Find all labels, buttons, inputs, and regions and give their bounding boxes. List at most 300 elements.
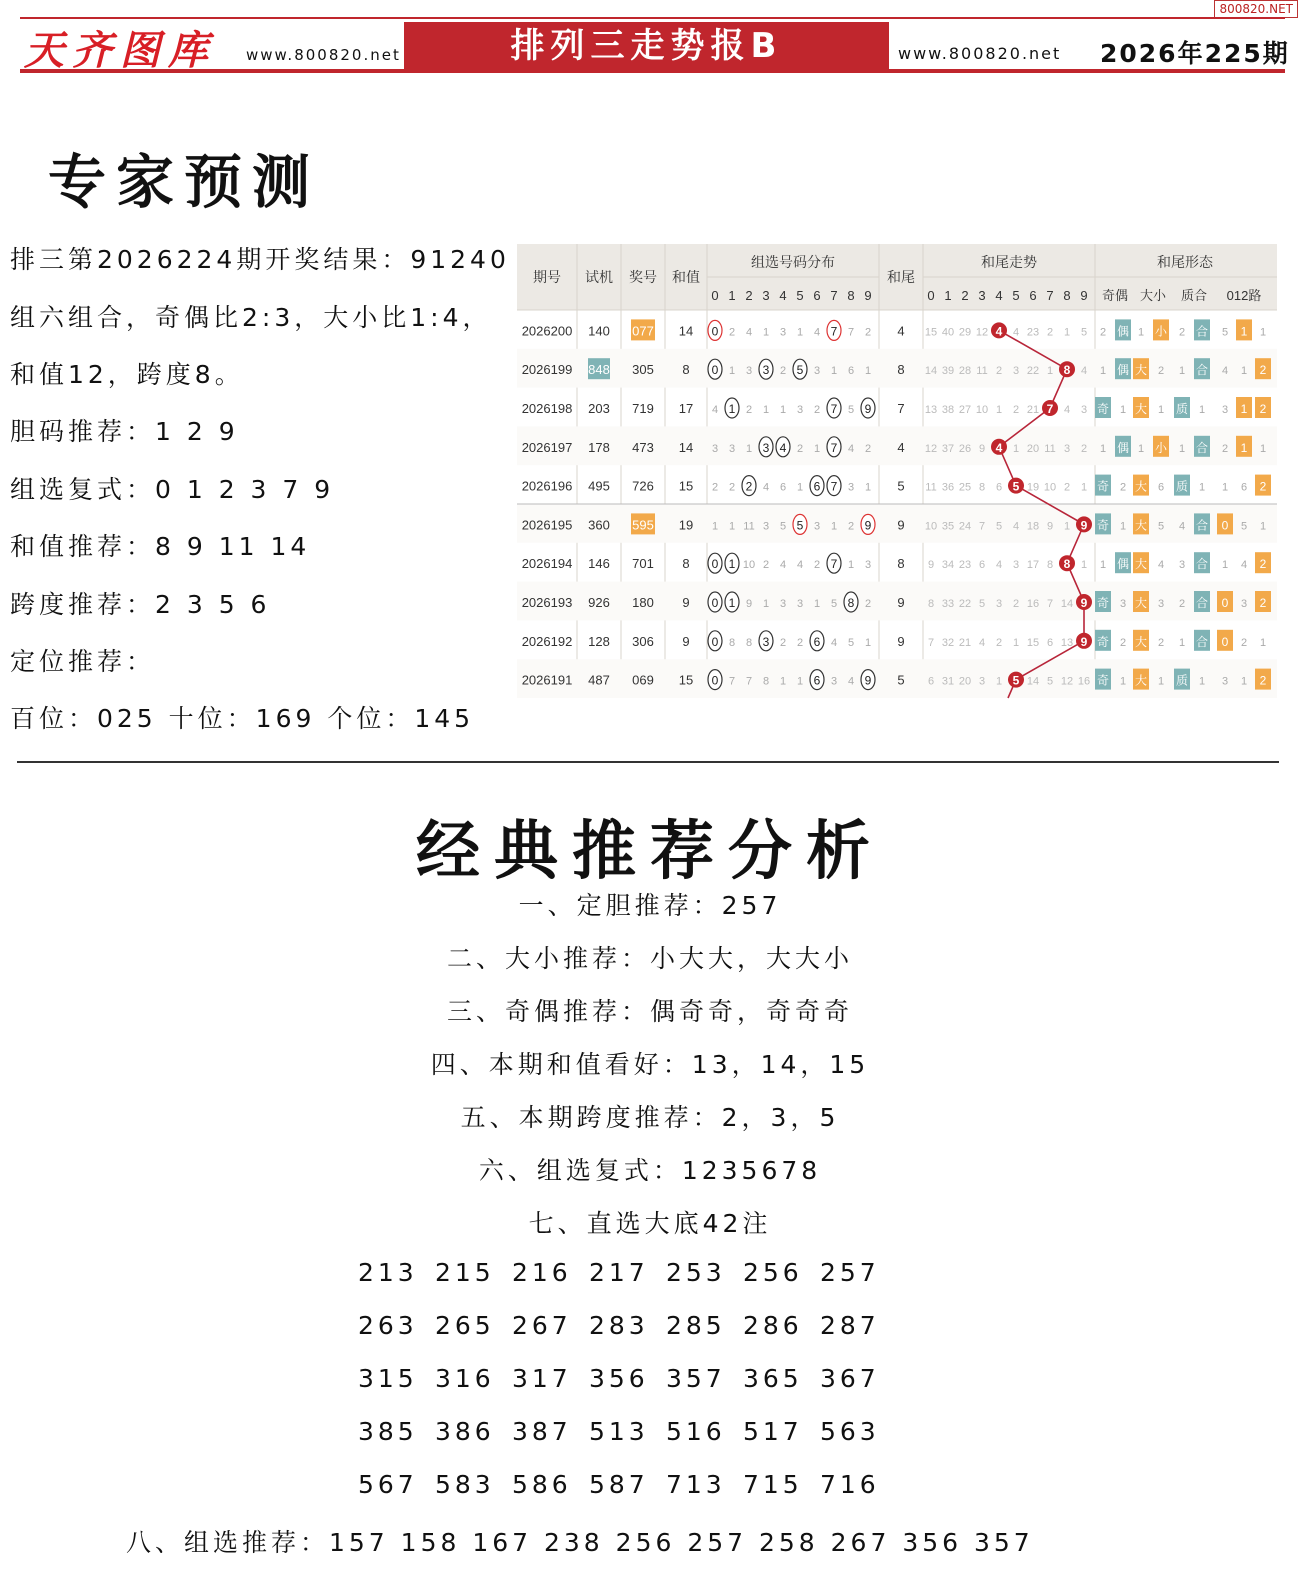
direct-number: 216 bbox=[512, 1258, 572, 1287]
trend-miss: 2 bbox=[995, 636, 1003, 649]
trend-miss: 3 bbox=[1012, 559, 1020, 572]
direct-number: 715 bbox=[743, 1470, 803, 1499]
analysis-line: 七、直选大底42注 bbox=[528, 1209, 772, 1238]
classic-section-title: 经典推荐分析 bbox=[416, 814, 884, 889]
trend-miss: 4 bbox=[1080, 365, 1088, 378]
direct-number: 356 bbox=[589, 1364, 649, 1393]
trend-miss: 5 bbox=[978, 598, 986, 610]
dist-miss: 7 bbox=[728, 675, 736, 688]
form-count: 1 bbox=[1099, 442, 1107, 455]
direct-number: 263 bbox=[358, 1311, 418, 1340]
trend-miss: 8 bbox=[1046, 559, 1054, 572]
r012-tag: 2 bbox=[1259, 596, 1267, 610]
form-count: 3 bbox=[1119, 598, 1127, 610]
cell-tail: 7 bbox=[897, 401, 905, 416]
form-tag: 奇 bbox=[1096, 634, 1110, 649]
direct-number: 385 bbox=[358, 1417, 418, 1446]
r012-tag: 2 bbox=[1259, 557, 1267, 572]
cell-period: 2026192 bbox=[521, 633, 573, 649]
form-count: 4 bbox=[1178, 520, 1186, 533]
r012-count: 1 bbox=[1240, 365, 1248, 378]
cell-tail: 4 bbox=[897, 323, 905, 339]
cell-prize: 719 bbox=[632, 401, 654, 416]
cell-sum: 9 bbox=[682, 633, 690, 649]
form-count: 1 bbox=[1198, 675, 1206, 688]
form-count: 5 bbox=[1157, 520, 1165, 533]
group-recommend-line: 八、组选推荐：157 158 167 238 256 257 258 267 356 357 bbox=[126, 1528, 1034, 1557]
dist-miss: 1 bbox=[830, 365, 838, 378]
dist-miss: 1 bbox=[796, 481, 804, 494]
dist-miss: 1 bbox=[796, 675, 804, 688]
cell-test: 203 bbox=[588, 401, 610, 416]
form-count: 1 bbox=[1137, 326, 1145, 339]
cell-tail: 9 bbox=[897, 517, 905, 533]
r012-tag: 2 bbox=[1259, 363, 1267, 378]
dist-hit: 0 bbox=[711, 557, 719, 572]
page-title-banner: 排列三走势报B bbox=[404, 22, 889, 70]
cell-period: 2026194 bbox=[521, 556, 573, 572]
digit-header: 9 bbox=[1080, 288, 1088, 303]
r012-count: 1 bbox=[1240, 675, 1248, 688]
form-count: 1 bbox=[1099, 559, 1107, 572]
cell-sum: 15 bbox=[678, 672, 694, 688]
analysis-line: 二、大小推荐：小大大，大大小 bbox=[446, 944, 853, 973]
cell-tail: 9 bbox=[897, 633, 905, 649]
cell-sum: 15 bbox=[678, 478, 694, 494]
trend-miss: 34 bbox=[941, 559, 955, 572]
site-url-right: www.800820.net bbox=[898, 44, 1062, 63]
dist-miss: 4 bbox=[847, 675, 855, 688]
analysis-line: 三、奇偶推荐：偶奇奇，奇奇奇 bbox=[446, 997, 853, 1026]
dist-miss: 5 bbox=[779, 520, 787, 533]
digit-header: 8 bbox=[1063, 288, 1071, 303]
r012-tag: 0 bbox=[1221, 634, 1229, 649]
trend-miss: 2 bbox=[1012, 598, 1020, 610]
cell-prize: 306 bbox=[632, 633, 654, 649]
form-tag: 偶 bbox=[1116, 363, 1130, 378]
dist-miss: 3 bbox=[813, 365, 821, 378]
cell-period: 2026199 bbox=[521, 362, 573, 378]
direct-number: 586 bbox=[512, 1470, 572, 1499]
trend-miss: 22 bbox=[958, 598, 972, 610]
cell-prize: 180 bbox=[632, 595, 654, 610]
trend-miss: 15 bbox=[924, 326, 938, 339]
form-count: 4 bbox=[1157, 559, 1165, 572]
trend-miss: 14 bbox=[924, 365, 938, 378]
digit-header: 7 bbox=[1046, 288, 1054, 303]
cell-test: 128 bbox=[588, 633, 610, 649]
header-prize: 奖号 bbox=[629, 269, 657, 285]
trend-miss: 26 bbox=[958, 442, 972, 455]
dist-miss: 2 bbox=[813, 559, 821, 572]
trend-miss: 1 bbox=[1012, 442, 1020, 455]
digit-header: 2 bbox=[745, 288, 753, 303]
dist-miss: 5 bbox=[847, 404, 855, 416]
dist-hit: 6 bbox=[813, 673, 821, 688]
dist-hit: 3 bbox=[762, 634, 770, 649]
form-tag: 奇 bbox=[1096, 518, 1110, 533]
dist-miss: 2 bbox=[779, 636, 787, 649]
form-tag: 质 bbox=[1175, 402, 1189, 416]
trend-miss: 11 bbox=[976, 365, 988, 378]
trend-chart bbox=[517, 244, 1277, 704]
r012-count: 5 bbox=[1240, 520, 1248, 533]
form-tag: 大 bbox=[1134, 402, 1148, 416]
dist-miss: 2 bbox=[796, 636, 804, 649]
form-tag: 合 bbox=[1195, 440, 1209, 455]
trend-miss: 6 bbox=[1046, 636, 1054, 649]
trend-miss: 1 bbox=[1080, 559, 1088, 572]
form-tag: 合 bbox=[1195, 363, 1209, 378]
trend-miss: 3 bbox=[1080, 404, 1088, 416]
dist-hit: 5 bbox=[796, 363, 804, 378]
digit-header: 7 bbox=[830, 288, 838, 303]
dist-miss: 2 bbox=[745, 404, 753, 416]
direct-number: 267 bbox=[512, 1311, 572, 1340]
trend-miss: 8 bbox=[927, 598, 935, 610]
dist-miss: 7 bbox=[745, 675, 753, 688]
dist-miss: 3 bbox=[796, 404, 804, 416]
dist-miss: 4 bbox=[813, 326, 821, 339]
dist-hit: 3 bbox=[762, 363, 770, 378]
form-count: 1 bbox=[1099, 365, 1107, 378]
header-sum: 和值 bbox=[672, 269, 700, 285]
r012-count: 1 bbox=[1221, 481, 1229, 494]
trend-miss: 5 bbox=[995, 520, 1003, 533]
r012-count: 3 bbox=[1221, 404, 1229, 416]
trend-miss: 40 bbox=[941, 326, 955, 339]
dist-miss: 7 bbox=[847, 326, 855, 339]
form-tag: 奇 bbox=[1096, 673, 1110, 688]
cell-sum: 8 bbox=[682, 362, 690, 378]
cell-period: 2026193 bbox=[521, 595, 573, 610]
dist-hit: 7 bbox=[830, 440, 838, 455]
cell-period: 2026197 bbox=[521, 439, 573, 455]
dist-miss: 5 bbox=[830, 598, 838, 610]
expert-section-title: 专家预测 bbox=[48, 148, 321, 216]
form-tag: 奇 bbox=[1096, 479, 1110, 494]
form-count: 1 bbox=[1119, 520, 1127, 533]
form-count: 1 bbox=[1198, 404, 1206, 416]
trend-miss: 1 bbox=[995, 404, 1003, 416]
direct-number: 387 bbox=[512, 1417, 572, 1446]
form-tag: 小 bbox=[1154, 440, 1168, 455]
dist-miss: 1 bbox=[779, 675, 787, 688]
direct-number: 257 bbox=[820, 1258, 880, 1287]
direct-number: 286 bbox=[743, 1311, 803, 1340]
form-tag: 偶 bbox=[1116, 440, 1130, 455]
dist-miss: 2 bbox=[711, 481, 719, 494]
digit-header: 1 bbox=[944, 288, 952, 303]
r012-count: 2 bbox=[1240, 636, 1248, 649]
cell-sum: 8 bbox=[682, 556, 690, 572]
digit-header: 9 bbox=[864, 288, 872, 303]
header-form-sub: 012路 bbox=[1226, 288, 1262, 303]
trend-miss: 20 bbox=[1026, 442, 1040, 455]
dist-hit: 4 bbox=[779, 440, 787, 455]
dist-miss: 1 bbox=[762, 404, 770, 416]
r012-count: 1 bbox=[1259, 636, 1267, 649]
form-count: 2 bbox=[1178, 598, 1186, 610]
trend-miss: 32 bbox=[941, 636, 955, 649]
trend-miss: 13 bbox=[1060, 636, 1074, 649]
form-tag: 奇 bbox=[1096, 402, 1110, 416]
trend-miss: 4 bbox=[995, 559, 1003, 572]
direct-number: 315 bbox=[358, 1364, 418, 1393]
dist-miss: 8 bbox=[745, 636, 753, 649]
form-count: 1 bbox=[1178, 442, 1186, 455]
dist-miss: 3 bbox=[728, 442, 736, 455]
form-tag: 大 bbox=[1134, 557, 1148, 572]
cell-sum: 17 bbox=[678, 401, 694, 416]
dist-miss: 2 bbox=[796, 442, 804, 455]
trend-miss: 3 bbox=[1063, 442, 1071, 455]
trend-miss: 4 bbox=[1012, 520, 1020, 533]
digit-header: 8 bbox=[847, 288, 855, 303]
cell-tail: 5 bbox=[897, 672, 905, 688]
header-period: 期号 bbox=[533, 269, 561, 285]
form-count: 2 bbox=[1119, 481, 1127, 494]
form-tag: 合 bbox=[1195, 557, 1209, 572]
form-count: 2 bbox=[1157, 636, 1165, 649]
header-form-sub: 奇偶 bbox=[1101, 288, 1129, 303]
dist-miss: 3 bbox=[779, 598, 787, 610]
trend-miss: 29 bbox=[958, 326, 972, 339]
form-tag: 合 bbox=[1195, 596, 1209, 610]
dist-miss: 1 bbox=[847, 559, 855, 572]
direct-number: 517 bbox=[743, 1417, 803, 1446]
dist-miss: 2 bbox=[813, 404, 821, 416]
trend-miss: 17 bbox=[1026, 559, 1040, 572]
form-count: 1 bbox=[1157, 404, 1165, 416]
form-tag: 质 bbox=[1175, 479, 1189, 494]
dist-miss: 3 bbox=[762, 520, 770, 533]
r012-count: 2 bbox=[1221, 442, 1229, 455]
direct-number: 256 bbox=[743, 1258, 803, 1287]
dist-miss: 3 bbox=[745, 365, 753, 378]
trend-miss: 1 bbox=[995, 675, 1003, 688]
trend-miss: 21 bbox=[958, 636, 972, 649]
dist-miss: 3 bbox=[847, 481, 855, 494]
cell-prize: 473 bbox=[632, 439, 654, 455]
tail-trend-label: 9 bbox=[1080, 634, 1088, 649]
r012-tag: 2 bbox=[1259, 402, 1267, 416]
dist-miss: 1 bbox=[796, 326, 804, 339]
dist-miss: 3 bbox=[830, 675, 838, 688]
cell-sum: 14 bbox=[678, 439, 694, 455]
direct-number: 217 bbox=[589, 1258, 649, 1287]
section-divider bbox=[17, 761, 1279, 763]
form-count: 3 bbox=[1157, 598, 1165, 610]
prediction-line: 组选复式：0 1 2 3 7 9 bbox=[10, 475, 335, 504]
cell-prize: 701 bbox=[632, 556, 654, 572]
dist-miss: 1 bbox=[745, 442, 753, 455]
dist-miss: 3 bbox=[813, 520, 821, 533]
dist-hit: 7 bbox=[830, 479, 838, 494]
dist-miss: 4 bbox=[711, 404, 719, 416]
header-form-sub: 大小 bbox=[1139, 288, 1167, 303]
trend-miss: 23 bbox=[958, 559, 972, 572]
trend-miss: 12 bbox=[924, 442, 938, 455]
cell-prize: 595 bbox=[632, 517, 654, 533]
cell-test: 146 bbox=[588, 556, 610, 572]
trend-miss: 12 bbox=[1060, 675, 1074, 688]
trend-miss: 19 bbox=[1026, 481, 1040, 494]
trend-miss: 2 bbox=[1012, 404, 1020, 416]
direct-number: 253 bbox=[666, 1258, 726, 1287]
form-tag: 大 bbox=[1134, 634, 1148, 649]
r012-tag: 2 bbox=[1259, 479, 1267, 494]
trend-miss: 35 bbox=[941, 520, 955, 533]
digit-header: 6 bbox=[813, 288, 821, 303]
dist-miss: 3 bbox=[864, 559, 872, 572]
digit-header: 0 bbox=[927, 288, 935, 303]
trend-miss: 1 bbox=[1080, 481, 1088, 494]
dist-miss: 5 bbox=[847, 636, 855, 649]
cell-sum: 14 bbox=[678, 323, 694, 339]
trend-miss: 3 bbox=[1012, 365, 1020, 378]
form-count: 1 bbox=[1198, 481, 1206, 494]
dist-hit: 0 bbox=[711, 324, 719, 339]
dist-miss: 10 bbox=[742, 559, 756, 572]
dist-miss: 2 bbox=[864, 326, 872, 339]
cell-prize: 077 bbox=[632, 323, 654, 339]
dist-hit: 7 bbox=[830, 324, 838, 339]
direct-number: 213 bbox=[358, 1258, 418, 1287]
dist-miss: 3 bbox=[779, 326, 787, 339]
dist-hit: 1 bbox=[728, 402, 736, 416]
header-tail-form: 和尾形态 bbox=[1157, 254, 1213, 270]
cell-tail: 5 bbox=[897, 478, 905, 494]
cell-tail: 4 bbox=[897, 439, 905, 455]
dist-miss: 1 bbox=[762, 326, 770, 339]
form-count: 2 bbox=[1099, 326, 1107, 339]
r012-count: 5 bbox=[1221, 326, 1229, 339]
trend-miss: 36 bbox=[941, 481, 955, 494]
dist-miss: 1 bbox=[728, 365, 736, 378]
trend-miss: 20 bbox=[958, 675, 972, 688]
trend-miss: 5 bbox=[1046, 675, 1054, 688]
cell-tail: 9 bbox=[897, 595, 905, 610]
dist-hit: 0 bbox=[711, 596, 719, 610]
tail-trend-label: 4 bbox=[995, 324, 1003, 339]
direct-number: 365 bbox=[743, 1364, 803, 1393]
trend-miss: 18 bbox=[1026, 520, 1040, 533]
trend-miss: 38 bbox=[941, 404, 955, 416]
dist-hit: 6 bbox=[813, 634, 821, 649]
header-tail-trend: 和尾走势 bbox=[981, 254, 1037, 270]
cell-period: 2026198 bbox=[521, 401, 573, 416]
dist-miss: 3 bbox=[796, 598, 804, 610]
dist-miss: 2 bbox=[864, 442, 872, 455]
trend-miss: 4 bbox=[978, 636, 986, 649]
direct-number: 713 bbox=[666, 1470, 726, 1499]
form-tag: 合 bbox=[1195, 634, 1209, 649]
cell-period: 2026196 bbox=[521, 478, 573, 494]
form-tag: 合 bbox=[1195, 518, 1209, 533]
analysis-line: 六、组选复式：1235678 bbox=[478, 1156, 822, 1185]
prediction-line: 和值12，跨度8。 bbox=[10, 360, 244, 389]
direct-number: 583 bbox=[435, 1470, 495, 1499]
digit-header: 6 bbox=[1029, 288, 1037, 303]
dist-hit: 8 bbox=[847, 596, 855, 610]
digit-header: 3 bbox=[978, 288, 986, 303]
trend-miss: 9 bbox=[927, 559, 935, 572]
trend-miss: 9 bbox=[1046, 520, 1054, 533]
trend-miss: 15 bbox=[1026, 636, 1040, 649]
trend-miss: 10 bbox=[924, 520, 938, 533]
form-count: 2 bbox=[1119, 636, 1127, 649]
trend-miss: 25 bbox=[958, 481, 972, 494]
r012-count: 1 bbox=[1259, 442, 1267, 455]
trend-miss: 37 bbox=[941, 442, 955, 455]
header-distribution: 组选号码分布 bbox=[751, 254, 835, 270]
dist-hit: 0 bbox=[711, 673, 719, 688]
trend-miss: 13 bbox=[924, 404, 938, 416]
dist-miss: 1 bbox=[864, 636, 872, 649]
r012-count: 3 bbox=[1240, 598, 1248, 610]
direct-number: 386 bbox=[435, 1417, 495, 1446]
dist-miss: 6 bbox=[779, 481, 787, 494]
trend-miss: 21 bbox=[1026, 404, 1040, 416]
direct-number: 285 bbox=[666, 1311, 726, 1340]
cell-prize: 069 bbox=[632, 672, 654, 688]
trend-miss: 9 bbox=[978, 442, 986, 455]
dist-miss: 11 bbox=[743, 520, 755, 533]
dist-miss: 2 bbox=[864, 598, 872, 610]
dist-hit: 1 bbox=[728, 557, 736, 572]
r012-count: 6 bbox=[1240, 481, 1248, 494]
trend-miss: 2 bbox=[995, 365, 1003, 378]
digit-header: 0 bbox=[711, 288, 719, 303]
digit-header: 5 bbox=[1012, 288, 1020, 303]
dist-hit: 1 bbox=[728, 596, 736, 610]
direct-number: 317 bbox=[512, 1364, 572, 1393]
dist-miss: 1 bbox=[864, 481, 872, 494]
tail-trend-label: 8 bbox=[1063, 363, 1071, 378]
digit-header: 5 bbox=[796, 288, 804, 303]
form-count: 3 bbox=[1178, 559, 1186, 572]
tail-trend-label: 5 bbox=[1012, 673, 1020, 688]
issue-number: 2026年225期 bbox=[1100, 39, 1290, 68]
cell-test: 848 bbox=[588, 362, 610, 378]
r012-tag: 1 bbox=[1240, 402, 1248, 416]
trend-miss: 1 bbox=[1046, 365, 1054, 378]
tail-trend-label: 7 bbox=[1046, 402, 1054, 416]
dist-miss: 4 bbox=[847, 442, 855, 455]
trend-miss: 16 bbox=[1077, 675, 1091, 688]
form-count: 1 bbox=[1178, 636, 1186, 649]
site-url-left: www.800820.net bbox=[246, 46, 401, 64]
prediction-line: 定位推荐： bbox=[10, 647, 156, 676]
direct-number: 513 bbox=[589, 1417, 649, 1446]
trend-miss: 22 bbox=[1026, 365, 1040, 378]
digit-header: 1 bbox=[728, 288, 736, 303]
cell-test: 495 bbox=[588, 478, 610, 494]
dist-miss: 9 bbox=[745, 598, 753, 610]
trend-miss: 10 bbox=[975, 404, 989, 416]
dist-miss: 8 bbox=[728, 636, 736, 649]
dist-hit: 0 bbox=[711, 363, 719, 378]
dist-hit: 6 bbox=[813, 479, 821, 494]
dist-miss: 4 bbox=[830, 636, 838, 649]
trend-miss: 10 bbox=[1043, 481, 1057, 494]
cell-test: 140 bbox=[588, 323, 610, 339]
r012-count: 3 bbox=[1221, 675, 1229, 688]
trend-miss: 7 bbox=[1046, 598, 1054, 610]
cell-prize: 305 bbox=[632, 362, 654, 378]
form-count: 1 bbox=[1119, 404, 1127, 416]
